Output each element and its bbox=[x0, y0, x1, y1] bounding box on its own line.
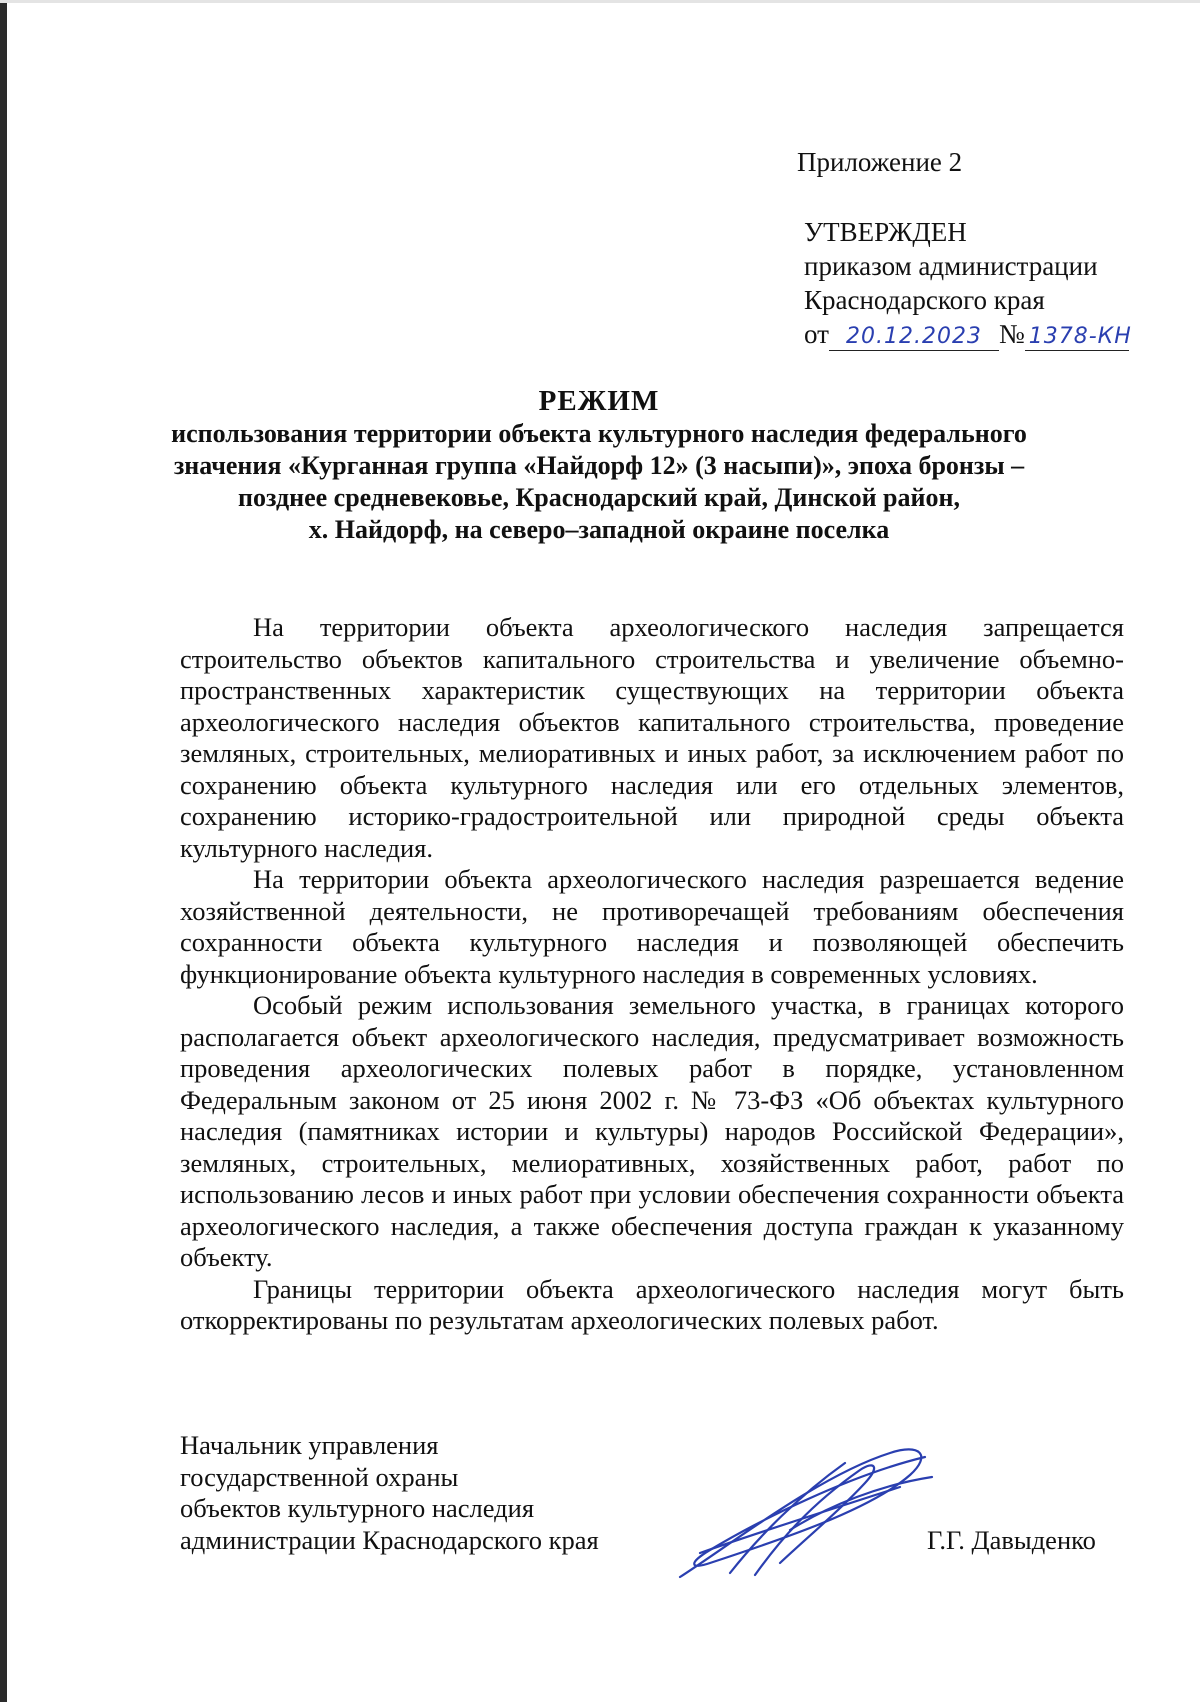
paragraph-special-regime: Особый режим использования земельного участка, в границах которого располагается объект археологического наследия, предусматривает возможность проведения археологических полевых работ в порядке, установленном Федеральным законом от 25 июня 2002 г. № 73-ФЗ «Об объектах культурного наследия (памятниках истории и культуры) народов Российской Федерации», земляных, строительных, мелиоративных, хозяйственных работ, работ по использованию лесов и иных работ при условии обеспечения сохранности объекта археологического наследия, а также обеспечения доступа граждан к указанному объекту. bbox=[180, 990, 1124, 1272]
subtitle-line-3: позднее средневековье, Краснодарский край, Динской район, bbox=[238, 483, 960, 512]
document-body bbox=[180, 612, 1124, 1337]
subtitle-line-2: значения «Курганная группа «Найдорф 12» (3 насыпи)», эпоха бронзы – bbox=[173, 451, 1025, 480]
approved-by-line-2: Краснодарского края bbox=[804, 285, 1045, 315]
appendix-label: Приложение 2 bbox=[797, 147, 963, 177]
order-number: 1378-КН bbox=[1025, 324, 1129, 351]
scan-edge-top bbox=[0, 0, 1200, 3]
subtitle-line-1: использования территории объекта культурного наследия федерального bbox=[171, 419, 1027, 448]
date-prefix: от bbox=[804, 319, 829, 349]
paragraph-boundaries: Границы территории объекта археологического наследия могут быть откорректированы по результатам археологических полевых работ. bbox=[180, 1273, 1124, 1335]
handwritten-signature bbox=[670, 1435, 940, 1585]
paragraph-prohibitions: На территории объекта археологического наследия запрещается строительство объектов капитального строительства и увеличение объемно-пространственных характеристик существующих на территории объекта археологического наследия объектов капитального строительства, проведение земляных, строительных, мелиоративных и иных работ, за исключением работ по сохранению объекта культурного наследия или его отдельных элементов, сохранению историко-градостроительной или природной среды объекта культурного наследия. bbox=[180, 612, 1124, 863]
approved-by-line-1: приказом администрации bbox=[804, 251, 1098, 281]
signatory-position bbox=[180, 1430, 599, 1556]
paragraph-permitted-activity: На территории объекта археологического наследия разрешается ведение хозяйственной деятельности, не противоречащей требованиям обеспечения сохранности объекта культурного наследия и позволяющей обеспечить функционирование объекта культурного наследия в современных условиях. bbox=[180, 864, 1124, 989]
position-line-4: администрации Краснодарского края bbox=[180, 1524, 599, 1555]
position-line-2: государственной охраны bbox=[180, 1461, 459, 1492]
number-prefix: № bbox=[998, 319, 1025, 349]
document-title: РЕЖИМ bbox=[538, 385, 660, 417]
approved-stamp-text: УТВЕРЖДЕН bbox=[804, 217, 967, 247]
title-block bbox=[160, 384, 1038, 546]
order-date: 20.12.2023 bbox=[829, 324, 999, 351]
signatory-name: Г.Г. Давыденко bbox=[927, 1525, 1096, 1555]
approval-block bbox=[804, 215, 1132, 351]
subtitle-line-4: х. Найдорф, на северо–западной окраине поселка bbox=[308, 515, 890, 544]
order-date-number bbox=[804, 317, 1132, 351]
scan-edge-shadow bbox=[0, 0, 7, 1702]
position-line-1: Начальник управления bbox=[180, 1430, 439, 1460]
position-line-3: объектов культурного наследия bbox=[180, 1493, 535, 1523]
